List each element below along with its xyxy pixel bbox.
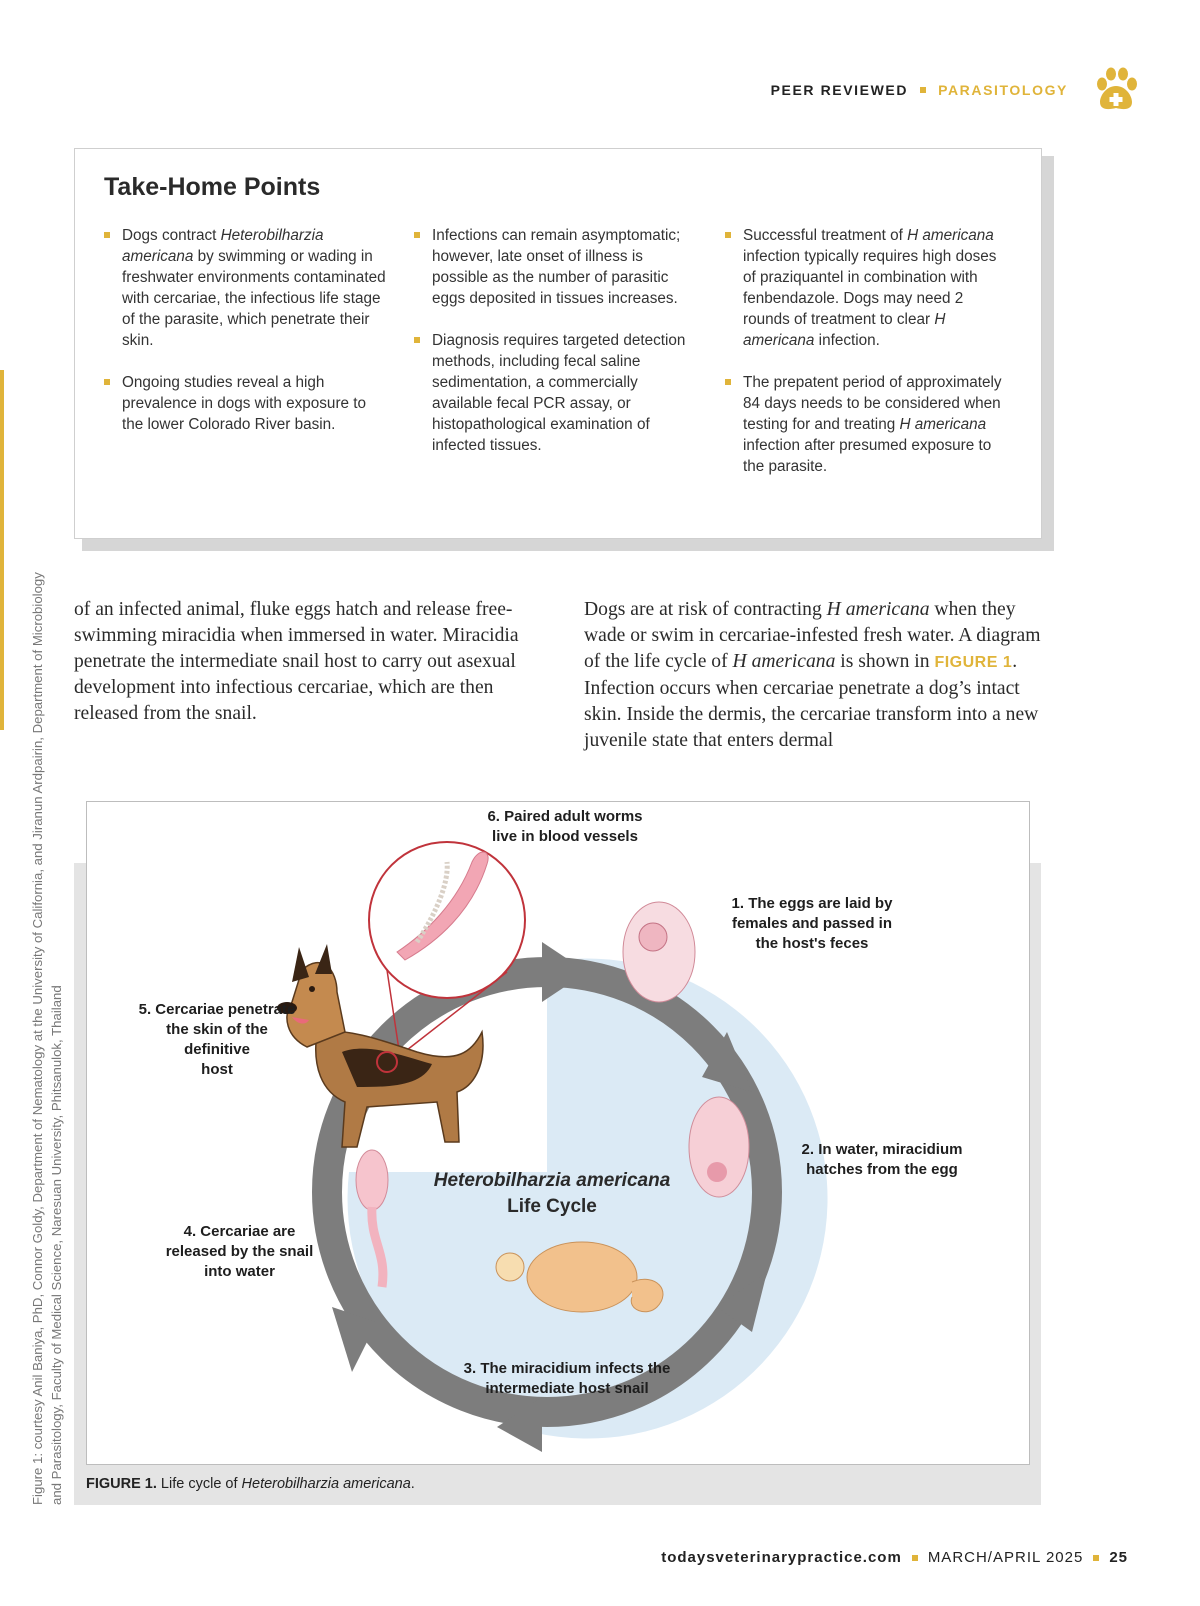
footer-site[interactable]: todaysveterinarypractice.com: [661, 1549, 902, 1566]
edge-accent-bar: [0, 370, 4, 730]
header-separator: [920, 87, 926, 93]
take-home-point: Infections can remain asymptomatic; however, late onset of illness is possible as the number of parasitic eggs deposited in tissues increases.: [414, 225, 698, 309]
footer-separator: [1093, 1555, 1099, 1561]
header-kicker: PEER REVIEWED: [770, 82, 909, 98]
body-text-left: of an infected animal, fluke eggs hatch and release free-swimming miracidia when immersed in water. Miracidia penetrate the intermediate snail host to carry out asexual development into infectious cercariae, which are then released from the snail.: [74, 599, 519, 724]
take-home-column-3: [725, 225, 1009, 498]
header-section: PARASITOLOGY: [938, 82, 1068, 98]
egg-illustration: [623, 902, 695, 1002]
page-footer: [661, 1549, 1128, 1566]
take-home-point: Successful treatment of H americana infection typically requires high doses of praziquantel in combination with fenbendazole. Dogs may need 2 rounds of treatment to clear H americana infection.: [725, 225, 1009, 351]
page-number: 25: [1109, 1549, 1128, 1566]
footer-issue: MARCH/APRIL 2025: [927, 1549, 1084, 1566]
cercaria-illustration: [356, 1150, 388, 1210]
figure-title: Heterobilharzia americana Life Cycle: [433, 1170, 671, 1217]
miracidium-illustration: [689, 1097, 749, 1197]
figure-reference-link[interactable]: FIGURE 1: [934, 654, 1013, 671]
take-home-point: Ongoing studies reveal a high prevalence in dogs with exposure to the lower Colorado River basin.: [104, 372, 388, 435]
take-home-box: [74, 148, 1042, 539]
figure-credit: Figure 1: courtesy Anil Baniya, PhD, Connor Goldy, Department of Nematology at the University of California, and Jiranun Ardpairin, Department of Microbiology and Parasitology, Faculty of Medical Science, Naresuan University, Phitsanulok, Thailand: [30, 572, 64, 1505]
step-2-label: 2. In water, miracidium hatches from the egg: [801, 1141, 963, 1178]
step-1-label: 1. The eggs are laid by females and passed in the host's feces: [731, 895, 893, 952]
footer-separator: [912, 1555, 918, 1561]
step-4-label: 4. Cercariae are released by the snail into water: [165, 1223, 314, 1280]
take-home-column-1: [104, 225, 388, 456]
figure-caption: FIGURE 1. Life cycle of Heterobilharzia americana.: [86, 1476, 415, 1492]
take-home-point: Dogs contract Heterobilharzia americana by swimming or wading in freshwater environments contaminated with cercariae, the infectious life stage of the parasite, which penetrate their skin.: [104, 225, 388, 351]
take-home-title: Take-Home Points: [104, 173, 321, 201]
step-6-label: 6. Paired adult worms live in blood vessels: [487, 808, 643, 845]
figure-1: [86, 801, 1030, 1465]
take-home-point: The prepatent period of approximately 84 days needs to be considered when testing for and treating H americana infection after presumed exposure to the parasite.: [725, 372, 1009, 477]
body-text-right: Dogs are at risk of contracting H americana when they wade or swim in cercariae-infested fresh water. A diagram of the life cycle of H americana is shown in FIGURE 1. Infection occurs when cercariae penetrate a dog’s intact skin. Inside the dermis, the cercariae transform into a new juvenile state that enters dermal: [584, 599, 1041, 751]
step-3-label: 3. The miracidium infects the intermediate host snail: [463, 1360, 671, 1397]
page-header: [771, 66, 1140, 114]
take-home-column-2: [414, 225, 698, 477]
step-5-label: 5. Cercariae penetrate the skin of the definitive host: [138, 1001, 296, 1078]
snail-illustration: [527, 1242, 637, 1312]
paw-plus-icon: [1092, 66, 1140, 114]
take-home-point: Diagnosis requires targeted detection methods, including fecal saline sedimentation, a commercially available fecal PCR assay, or histopathological examination of infected tissues.: [414, 330, 698, 456]
